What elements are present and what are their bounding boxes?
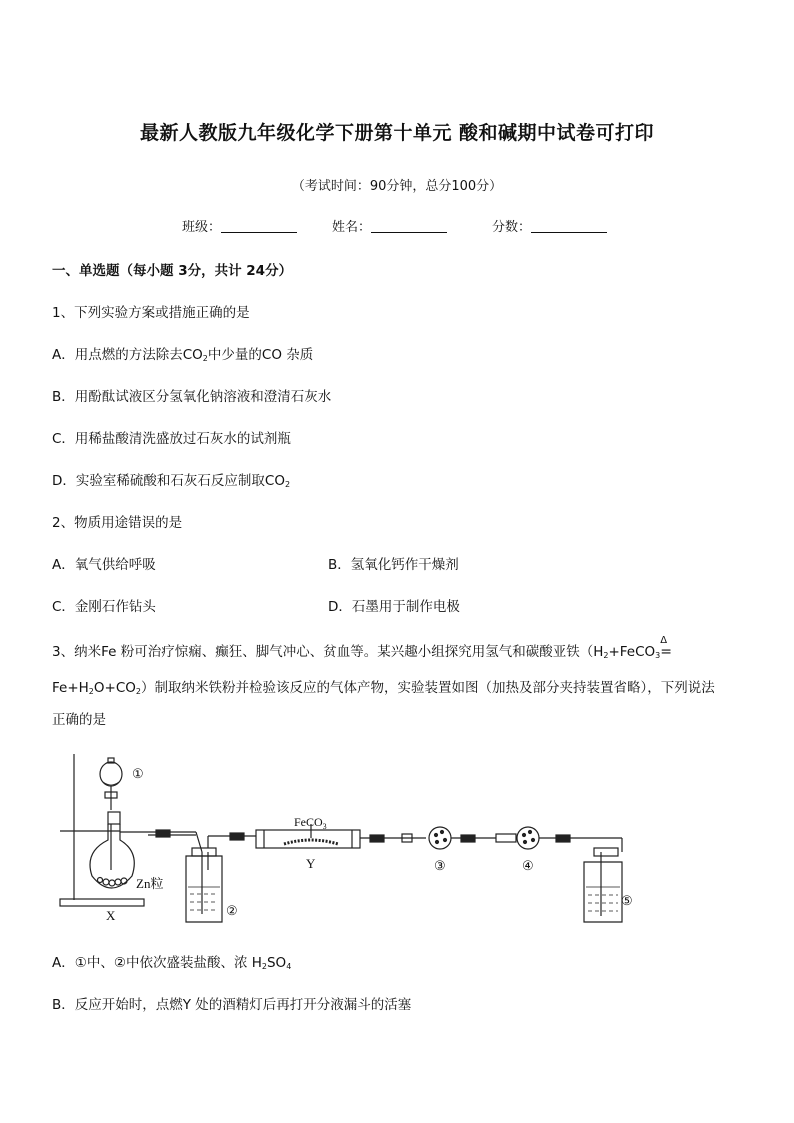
q1-d-sub: 2 bbox=[284, 480, 291, 489]
y-label: Y bbox=[306, 856, 316, 871]
label-5: ⑤ bbox=[621, 893, 633, 908]
q2-option-b[interactable]: B．氢氧化钙作干燥剂 bbox=[328, 557, 459, 573]
q3-text-3: O+CO bbox=[93, 680, 136, 696]
q3-option-a[interactable] bbox=[52, 951, 291, 971]
q2-option-c[interactable]: C．金刚石作钻头 bbox=[52, 599, 156, 615]
q3-line-3: 正确的是 bbox=[52, 712, 106, 728]
label-4: ④ bbox=[522, 858, 534, 873]
section-heading: 一、单选题（每小题 3分，共计 24分） bbox=[52, 263, 293, 279]
q3-sub-3: 3 bbox=[655, 651, 661, 660]
tube-4-neck bbox=[496, 834, 516, 842]
connector bbox=[370, 835, 384, 842]
q2-option-d[interactable]: D．石墨用于制作电极 bbox=[328, 599, 460, 615]
class-field[interactable] bbox=[182, 216, 297, 235]
q1-option-a[interactable] bbox=[52, 343, 313, 363]
label-3: ③ bbox=[434, 858, 446, 873]
name-label: 姓名： bbox=[332, 220, 372, 235]
equals-symbol: = bbox=[660, 644, 672, 660]
apparatus-figure bbox=[56, 752, 646, 927]
class-blank[interactable] bbox=[221, 220, 297, 233]
q3-a-text: A．①中、②中依次盛装盐酸、浓 H bbox=[52, 955, 262, 971]
q1-d-text: D．实验室稀硫酸和石灰石反应制取CO bbox=[52, 473, 285, 489]
bottle-2 bbox=[186, 856, 222, 922]
label-1: ① bbox=[132, 766, 144, 781]
connector bbox=[230, 833, 244, 840]
label-2: ② bbox=[226, 903, 238, 918]
q3-stem bbox=[52, 635, 752, 735]
x-label: X bbox=[106, 908, 116, 923]
connector bbox=[556, 835, 570, 842]
score-blank[interactable] bbox=[531, 220, 607, 233]
q3-sub-h2: 2 bbox=[603, 651, 609, 660]
stand-base bbox=[60, 899, 144, 906]
name-field[interactable] bbox=[332, 216, 447, 235]
q1-option-c[interactable]: C．用稀盐酸清洗盛放过石灰水的试剂瓶 bbox=[52, 431, 291, 447]
q3-text-2: Fe+H bbox=[52, 680, 89, 696]
q1-stem: 1、下列实验方案或措施正确的是 bbox=[52, 305, 250, 321]
drying-tube-3 bbox=[429, 827, 451, 849]
q3-option-b[interactable]: B．反应开始时，点燃Y 处的酒精灯后再打开分液漏斗的活塞 bbox=[52, 997, 412, 1013]
page-title: 最新人教版九年级化学下册第十单元 酸和碱期中试卷可打印 bbox=[139, 122, 655, 144]
connector bbox=[156, 830, 170, 837]
feco3-powder bbox=[284, 840, 338, 844]
q2-stem: 2、物质用途错误的是 bbox=[52, 515, 183, 531]
q2-option-a[interactable]: A．氧气供给呼吸 bbox=[52, 557, 156, 573]
class-label: 班级： bbox=[182, 220, 222, 235]
q1-a-text: A．用点燃的方法除去CO bbox=[52, 347, 203, 363]
connector bbox=[461, 835, 475, 842]
heat-equals-sign bbox=[660, 635, 672, 667]
q3-a-sub2: 2 bbox=[261, 962, 267, 971]
bottle-5 bbox=[584, 862, 622, 922]
q3-a-sub4: 4 bbox=[286, 962, 292, 971]
q1-option-d[interactable] bbox=[52, 469, 290, 489]
q3-line-1 bbox=[52, 635, 752, 670]
q3-sub-co2: 2 bbox=[135, 687, 141, 696]
q1-a-sub: 2 bbox=[202, 354, 208, 363]
bottle-2-stopper bbox=[192, 848, 216, 856]
score-field[interactable] bbox=[492, 216, 607, 235]
q3-sub-h2o: 2 bbox=[88, 687, 94, 696]
name-blank[interactable] bbox=[371, 220, 447, 233]
delta-symbol: Δ bbox=[660, 635, 668, 646]
q3-text-feco: +FeCO bbox=[608, 644, 656, 660]
flask-stopper bbox=[108, 812, 120, 824]
zn-label: Zn粒 bbox=[136, 876, 164, 891]
q3-a-so: SO bbox=[266, 955, 287, 971]
flask bbox=[90, 824, 134, 888]
score-label: 分数： bbox=[492, 220, 532, 235]
q3-line-2 bbox=[52, 674, 752, 706]
exam-info: （考试时间：90分钟，总分100分） bbox=[291, 179, 503, 194]
combustion-tube bbox=[256, 830, 360, 848]
drying-tube-4 bbox=[517, 827, 539, 849]
q3-text-4: ）制取纳米铁粉并检验该反应的气体产物，实验装置如图（加热及部分夹持装置省略），下列说法 bbox=[140, 680, 715, 696]
bottle-5-stopper bbox=[594, 848, 618, 856]
q1-option-b[interactable]: B．用酚酞试液区分氢氧化钠溶液和澄清石灰水 bbox=[52, 389, 332, 405]
feco3-label: FeCO$_3$ bbox=[294, 815, 327, 831]
q1-a-text-end: 中少量的CO 杂质 bbox=[207, 347, 314, 363]
q3-text-1: 3、纳米Fe 粉可治疗惊痫、癫狂、脚气冲心、贫血等。某兴趣小组探究用氢气和碳酸亚铁（H bbox=[52, 644, 604, 660]
